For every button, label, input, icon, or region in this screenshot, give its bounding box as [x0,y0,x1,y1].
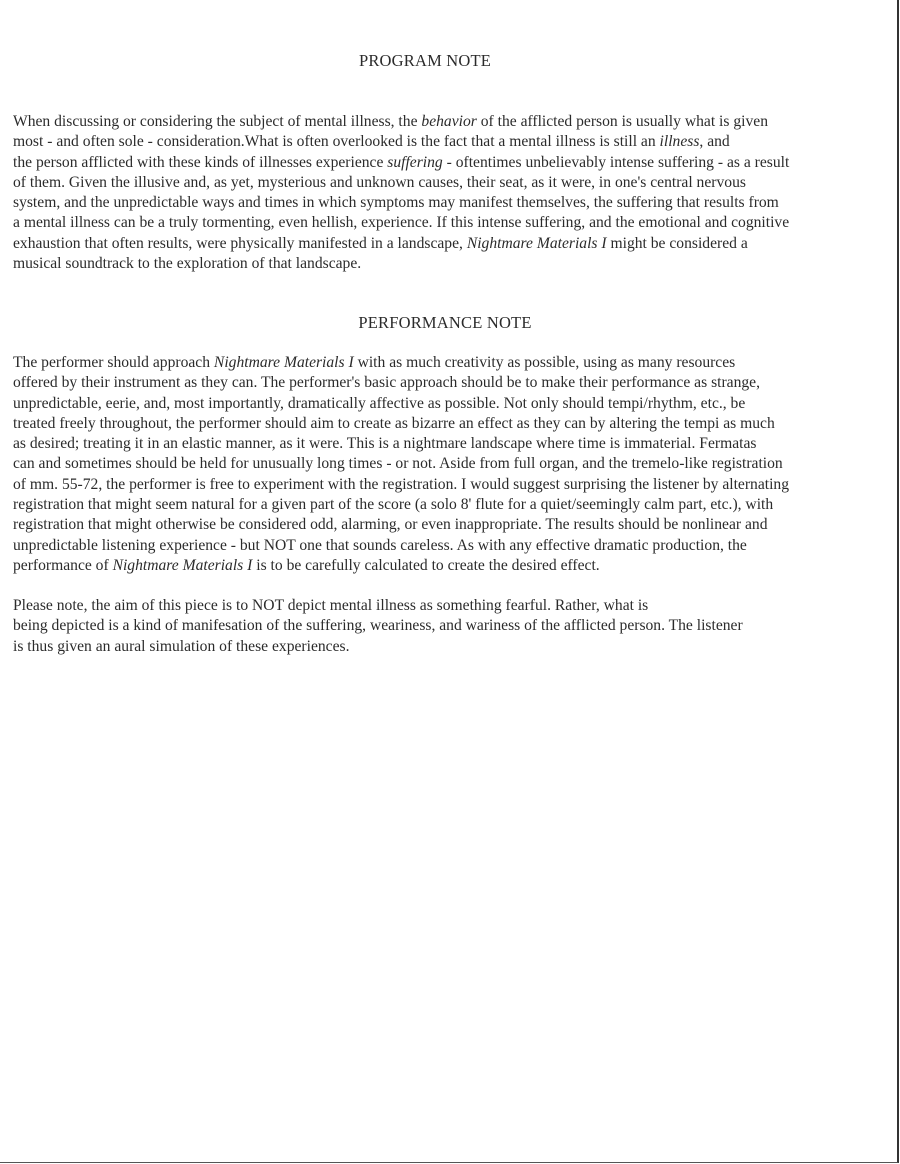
text-line: is thus given an aural simulation of these experiences. [13,637,350,655]
text-line: a mental illness can be a truly tormenting, even hellish, experience. If this intense suffering, and the emotional and cognitive [13,214,790,232]
text-line: The performer should approach Nightmare Materials I with as much creativity as possible, using as many resources [13,354,736,371]
program-note-paragraph [13,112,893,274]
text-line: as desired; treating it in an elastic manner, as it were. This is a nightmare landscape where time is immaterial. Fermatas [13,435,757,453]
text-line: Please note, the aim of this piece is to NOT depict mental illness as something fearful. Rather, what is [13,597,649,614]
text-line: When discussing or considering the subject of mental illness, the behavior of the afflicted person is usually what is given [13,113,768,130]
program-note-title: PROGRAM NOTE [358,51,492,70]
text-line: musical soundtrack to the exploration of that landscape. [13,255,362,273]
performance-note-paragraph [13,353,893,576]
please-note-paragraph [13,596,893,657]
text-line: performance of Nightmare Materials I is to be carefully calculated to create the desired effect. [13,556,600,574]
text-line: of mm. 55-72, the performer is free to experiment with the registration. I would suggest surprising the listener by alternating [13,475,790,493]
text-line: unpredictable listening experience - but NOT one that sounds careless. As with any effective dramatic production, the [13,536,747,554]
text-line: unpredictable, eerie, and, most importantly, dramatically affective as possible. Not only should tempi/rhythm, etc., be [13,394,746,412]
text-line: registration that might seem natural for a given part of the score (a solo 8' flute for a quiet/seemingly calm part, etc.), with [13,496,774,514]
text-line: registration that might otherwise be considered odd, alarming, or even inappropriate. The results should be nonlinear and [13,516,768,534]
text-line: the person afflicted with these kinds of illnesses experience suffering - oftentimes unbelievably intense suffering - as a result [13,153,790,171]
text-line: offered by their instrument as they can. The performer's basic approach should be to make their performance as strange, [13,374,760,392]
text-line: can and sometimes should be held for unusually long times - or not. Aside from full organ, and the tremelo-like registration [13,455,783,473]
text-line: of them. Given the illusive and, as yet, mysterious and unknown causes, their seat, as it were, in one's central nervous [13,173,746,191]
text-line: being depicted is a kind of manifesation of the suffering, weariness, and wariness of the afflicted person. The listener [13,617,743,635]
text-line: system, and the unpredictable ways and times in which symptoms may manifest themselves, the suffering that results from [13,194,779,212]
text-line: most - and often sole - consideration.What is often overlooked is the fact that a mental illness is still an illness, and [13,133,730,151]
text-line: exhaustion that often results, were physically manifested in a landscape, Nightmare Materials I might be considered a [13,234,748,252]
performance-note-title: PERFORMANCE NOTE [358,313,532,332]
text-line: treated freely throughout, the performer should aim to create as bizarre an effect as they can by altering the tempi as much [13,414,775,432]
